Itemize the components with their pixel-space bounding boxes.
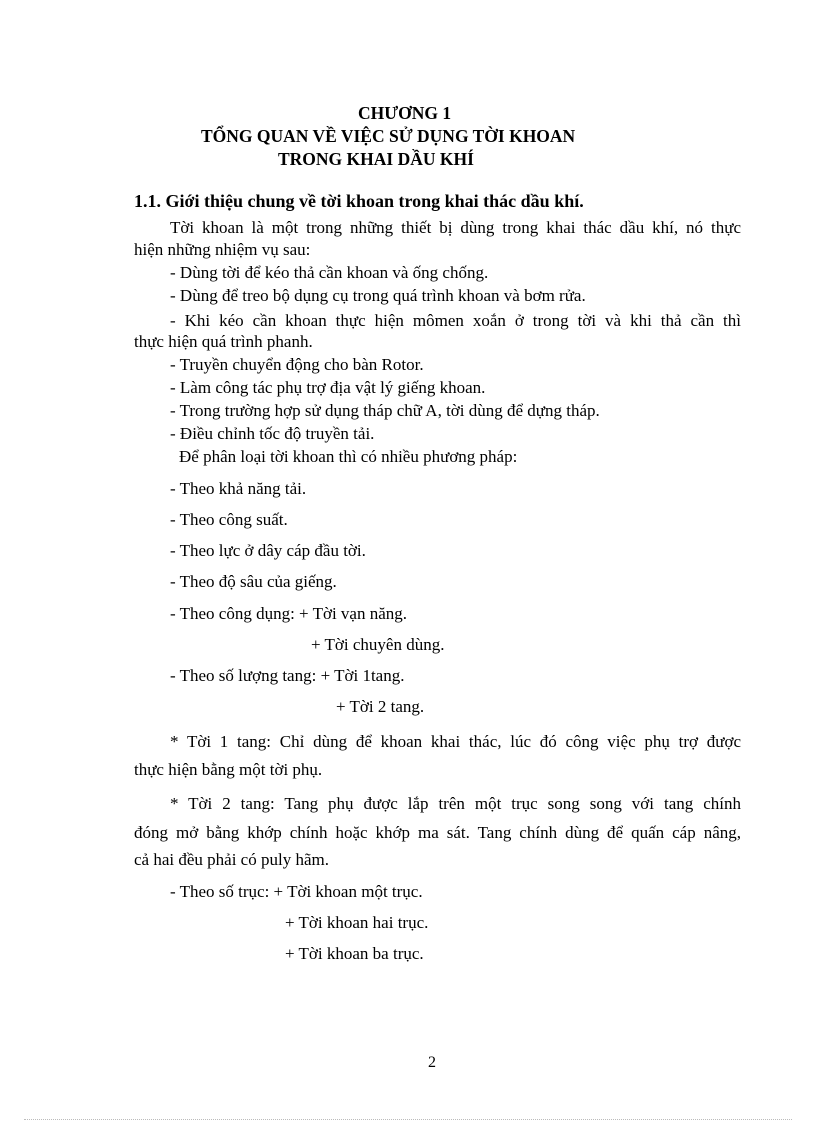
intro-line1: Tời khoan là một trong những thiết bị dùng trong khai thác dầu khí, nó thực xyxy=(170,218,741,237)
chapter-number: CHƯƠNG 1 xyxy=(358,103,452,123)
duty-item: - Dùng tời để kéo thả cần khoan và ống chống. xyxy=(170,263,489,282)
duty-item-continuation: thực hiện quá trình phanh. xyxy=(134,332,313,351)
section-heading: 1.1. Giới thiệu chung về tời khoan trong khai thác dầu khí. xyxy=(134,191,584,211)
chapter-title-line2: TRONG KHAI DẦU KHÍ xyxy=(278,149,474,169)
chapter-title-line1: TỔNG QUAN VỀ VIỆC SỬ DỤNG TỜI KHOAN xyxy=(201,126,576,146)
note-tang2-line2: đóng mở bằng khớp chính hoặc khớp ma sát. Tang chính dùng để quấn cáp nâng, xyxy=(134,823,741,842)
classification-item: - Theo độ sâu của giếng. xyxy=(170,572,337,591)
duty-item: - Truyền chuyển động cho bàn Rotor. xyxy=(170,355,424,374)
note-tang1-line2: thực hiện bằng một tời phụ. xyxy=(134,760,323,779)
duty-item: - Khi kéo cần khoan thực hiện mômen xoắn ở trong tời và khi thả cần thì xyxy=(170,311,741,330)
note-tang2-line1: * Tời 2 tang: Tang phụ được lắp trên một trục song song với tang chính xyxy=(170,794,741,813)
classification-item: - Theo công suất. xyxy=(170,510,288,529)
duty-item: - Trong trường hợp sử dụng tháp chữ A, tời dùng để dựng tháp. xyxy=(170,401,600,420)
duty-item: - Dùng để treo bộ dụng cụ trong quá trình khoan và bơm rửa. xyxy=(170,286,586,305)
duty-item: - Điều chỉnh tốc độ truyền tải. xyxy=(170,424,375,443)
shaft-subitem: + Tời khoan hai trục. xyxy=(285,913,429,932)
classification-item: - Theo lực ở dây cáp đầu tời. xyxy=(170,541,366,560)
note-tang2-line3: cả hai đều phải có puly hãm. xyxy=(134,850,329,869)
classification-subitem: + Tời chuyên dùng. xyxy=(311,635,445,654)
duty-item: - Làm công tác phụ trợ địa vật lý giếng khoan. xyxy=(170,378,486,397)
classification-item: - Theo số lượng tang: + Tời 1tang. xyxy=(170,666,405,685)
classification-subitem: + Tời 2 tang. xyxy=(336,697,425,716)
page-number: 2 xyxy=(428,1054,436,1071)
shaft-item: - Theo số trục: + Tời khoan một trục. xyxy=(170,882,423,901)
classification-intro: Để phân loại tời khoan thì có nhiều phương pháp: xyxy=(179,447,518,466)
classification-item: - Theo công dụng: + Tời vạn năng. xyxy=(170,604,408,623)
intro-line2: hiện những nhiệm vụ sau: xyxy=(134,240,311,259)
page-bottom-divider xyxy=(24,1119,792,1120)
shaft-subitem: + Tời khoan ba trục. xyxy=(285,944,424,963)
note-tang1-line1: * Tời 1 tang: Chỉ dùng để khoan khai thác, lúc đó công việc phụ trợ được xyxy=(170,732,741,751)
classification-item: - Theo khả năng tải. xyxy=(170,479,307,498)
